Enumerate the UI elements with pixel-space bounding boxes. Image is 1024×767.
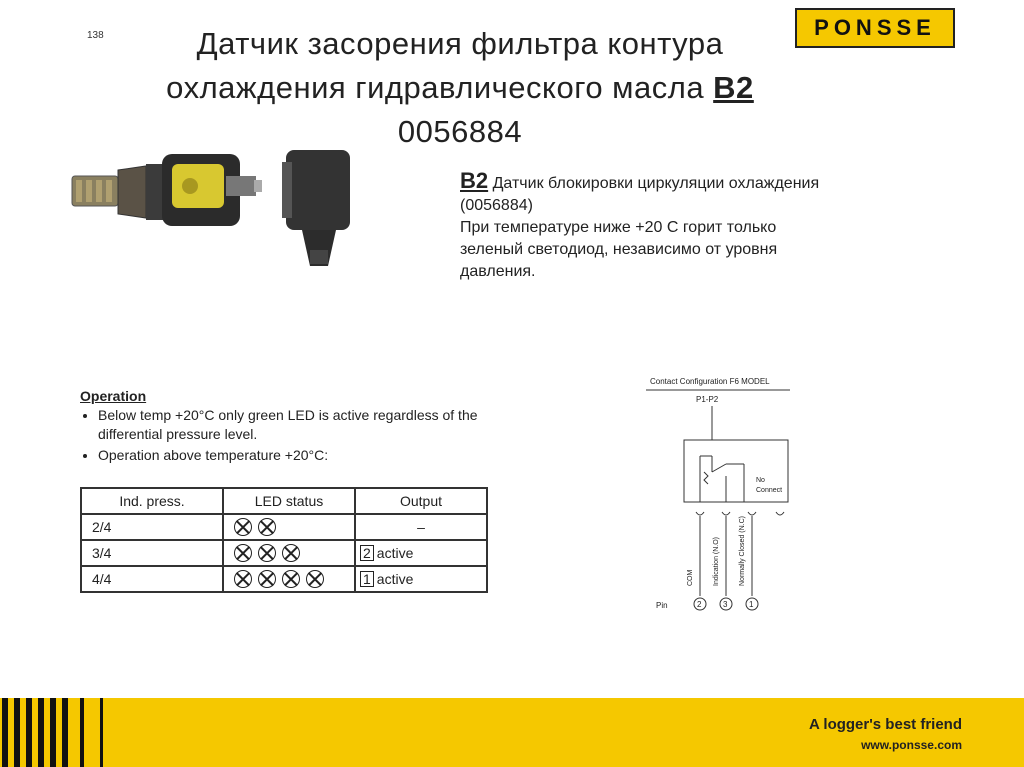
title-line-3: 0056884 (397, 114, 523, 149)
led-off-icon (234, 570, 252, 588)
output-cell (355, 566, 487, 592)
title-line-1: Датчик засорения фильтра контура (196, 26, 724, 61)
led-off-icon (306, 570, 324, 588)
output-value: active (376, 545, 414, 561)
footer-bar (0, 698, 1024, 767)
operation-section (80, 388, 500, 467)
no-connect-label: Connect (756, 487, 783, 494)
desc-line-1-text: Датчик блокировки циркуляции охлаждения (492, 175, 820, 192)
ponsse-logo: PONSSE (795, 8, 955, 48)
pin-number: 1 (749, 600, 754, 609)
press-cell: 2/4 (81, 514, 223, 540)
operation-heading: Operation (80, 388, 147, 404)
footer-stripes (0, 698, 112, 767)
press-cell: 4/4 (81, 566, 223, 592)
led-off-icon (258, 544, 276, 562)
operation-table (80, 487, 488, 593)
output-cell (355, 540, 487, 566)
led-cell (223, 514, 355, 540)
led-off-icon (234, 544, 252, 562)
output-value: – (417, 519, 425, 535)
output-number: 1 (360, 571, 374, 587)
pin-number: 2 (697, 600, 702, 609)
operation-bullet: • Below temp +20°C only green LED is active regardless of the differential pressure level. (98, 406, 500, 444)
output-number: 2 (360, 545, 374, 561)
no-connect-label: No (756, 477, 765, 484)
desc-line-2: (0056884) (460, 197, 533, 214)
table-row (81, 566, 487, 592)
led-off-icon (282, 570, 300, 588)
table-header-row (81, 488, 487, 514)
table-row (81, 514, 487, 540)
footer-slogan: A logger's best friend (808, 716, 962, 733)
pin-label-com: COM (687, 569, 694, 586)
press-cell: 3/4 (81, 540, 223, 566)
diagram-subtitle: P1-P2 (696, 395, 719, 404)
desc-line-3: При температуре ниже +20 С горит только (460, 219, 777, 236)
desc-line-4: зеленый светодиод, независимо от уровня (460, 241, 778, 258)
output-cell (355, 514, 487, 540)
footer-url[interactable]: www.ponsse.com (861, 738, 962, 752)
led-off-icon (234, 518, 252, 536)
contact-configuration-diagram (640, 372, 810, 622)
operation-bullets (80, 406, 500, 465)
desc-code: B2 (460, 168, 489, 193)
table-header: LED status (223, 488, 355, 514)
sensor-photo (66, 140, 366, 280)
title-line-2-text: охлаждения гидравлического масла (166, 70, 714, 105)
slide-number: 138 (87, 30, 104, 41)
desc-line-5: давления. (460, 263, 536, 280)
pin-label-normally-closed: Normally Closed (N.C) (739, 515, 746, 586)
output-value: active (376, 571, 414, 587)
operation-bullet: • Operation above temperature +20°C: (98, 446, 500, 465)
led-off-icon (258, 570, 276, 588)
led-cell (223, 540, 355, 566)
title-line-2 (60, 66, 860, 110)
slide-title (60, 22, 860, 154)
led-off-icon (258, 518, 276, 536)
pin-number: 3 (723, 600, 728, 609)
table-header: Output (355, 488, 487, 514)
sensor-description (460, 170, 940, 283)
table-row (81, 540, 487, 566)
pin-label-indication: Indication (N.O) (713, 536, 720, 586)
diagram-title: Contact Configuration F6 MODEL (650, 377, 770, 386)
pin-label: Pin (656, 601, 668, 610)
led-off-icon (282, 544, 300, 562)
led-cell (223, 566, 355, 592)
desc-line-1 (460, 170, 940, 195)
table-header: Ind. press. (81, 488, 223, 514)
title-code: B2 (713, 70, 754, 105)
